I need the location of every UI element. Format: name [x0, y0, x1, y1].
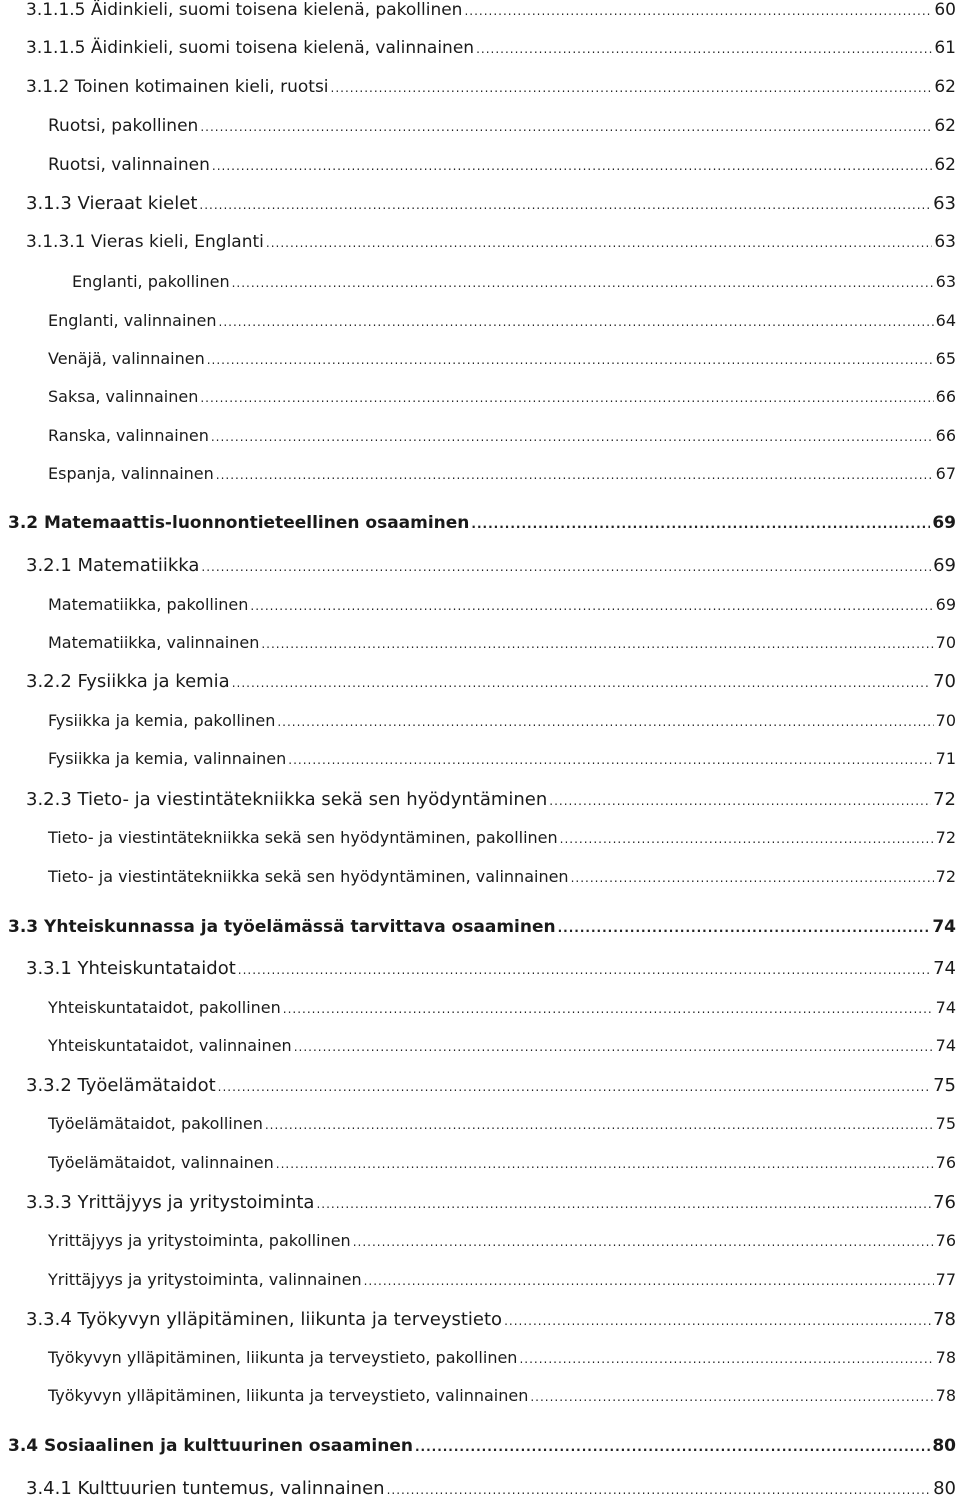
toc-entry-page-number: 80: [933, 1478, 956, 1499]
toc-entry-title: Fysiikka ja kemia, valinnainen: [48, 749, 287, 768]
toc-entry[interactable]: [48, 1233, 956, 1249]
toc-entry-title: 3.1.1.5 Äidinkieli, suomi toisena kielenä, valinnainen: [26, 38, 475, 58]
toc-entry-page-number: 69: [933, 555, 956, 576]
dot-leader: [201, 561, 931, 573]
toc-entry-title: 3.1.3 Vieraat kielet: [26, 193, 198, 214]
toc-entry-page-number: 80: [932, 1436, 956, 1456]
toc-entry[interactable]: [26, 79, 956, 96]
toc-entry[interactable]: [48, 157, 956, 174]
toc-entry-title: Työkyvyn ylläpitäminen, liikunta ja terveystieto, pakollinen: [48, 1348, 518, 1367]
toc-entry[interactable]: [26, 1311, 956, 1329]
toc-entry-title: Yrittäjyys ja yritystoiminta, valinnainen: [48, 1270, 362, 1289]
toc-entry[interactable]: [48, 313, 956, 329]
toc-entry[interactable]: [26, 673, 956, 691]
toc-entry-title: Ruotsi, valinnainen: [48, 155, 210, 175]
toc-entry[interactable]: [8, 919, 956, 936]
dot-leader: [471, 518, 930, 530]
toc-entry[interactable]: [48, 1272, 956, 1288]
toc-entry-page-number: 63: [935, 272, 956, 291]
dot-leader: [212, 160, 932, 172]
toc-entry[interactable]: [26, 2, 956, 19]
toc-entry-page-number: 69: [935, 595, 956, 614]
toc-entry-page-number: 75: [933, 1075, 956, 1096]
dot-leader: [199, 199, 931, 211]
toc-entry[interactable]: [26, 557, 956, 575]
toc-entry[interactable]: [48, 466, 956, 482]
toc-entry-page-number: 76: [935, 1231, 956, 1250]
toc-entry-page-number: 63: [933, 193, 956, 214]
toc-entry-title: 3.2.2 Fysiikka ja kemia: [26, 671, 230, 692]
toc-entry-page-number: 78: [935, 1348, 956, 1367]
toc-entry-page-number: 62: [934, 116, 956, 136]
toc-entry[interactable]: [72, 274, 956, 290]
dot-leader: [276, 1158, 934, 1170]
toc-entry[interactable]: [48, 635, 956, 651]
toc-entry-page-number: 76: [935, 1153, 956, 1172]
dot-leader: [530, 1391, 933, 1403]
toc-entry-page-number: 62: [934, 77, 956, 97]
toc-entry-title: Työelämätaidot, pakollinen: [48, 1114, 263, 1133]
toc-entry[interactable]: [26, 40, 956, 57]
toc-entry-page-number: 62: [934, 155, 956, 175]
toc-entry-page-number: 61: [934, 38, 956, 58]
toc-entry-title: 3.3.3 Yrittäjyys ja yritystoiminta: [26, 1192, 315, 1213]
dot-leader: [504, 1315, 931, 1327]
toc-entry[interactable]: [26, 195, 956, 213]
dot-leader: [277, 716, 933, 728]
toc-entry-page-number: 70: [933, 671, 956, 692]
dot-leader: [331, 82, 933, 94]
toc-entry-page-number: 71: [935, 749, 956, 768]
toc-entry-title: Työkyvyn ylläpitäminen, liikunta ja terveystieto, valinnainen: [48, 1386, 529, 1405]
toc-entry-page-number: 72: [935, 867, 956, 886]
dot-leader: [200, 392, 933, 404]
toc-entry-title: 3.2.1 Matematiikka: [26, 555, 200, 576]
dot-leader: [219, 316, 934, 328]
dot-leader: [288, 754, 933, 766]
toc-entry-title: Yrittäjyys ja yritystoiminta, pakollinen: [48, 1231, 351, 1250]
toc-entry-title: 3.2 Matemaattis-luonnontieteellinen osaaminen: [8, 513, 470, 533]
dot-leader: [387, 1484, 932, 1496]
toc-entry-title: 3.3.2 Työelämätaidot: [26, 1075, 216, 1096]
toc-entry[interactable]: [26, 234, 956, 251]
dot-leader: [265, 1119, 934, 1131]
toc-entry-title: Englanti, pakollinen: [72, 272, 230, 291]
toc-entry-title: Matematiikka, valinnainen: [48, 633, 260, 652]
toc-entry-title: 3.4.1 Kulttuurien tuntemus, valinnainen: [26, 1478, 385, 1499]
toc-entry[interactable]: [48, 751, 956, 767]
toc-entry-page-number: 78: [933, 1309, 956, 1330]
toc-entry-page-number: 70: [935, 633, 956, 652]
toc-entry-title: Ranska, valinnainen: [48, 426, 209, 445]
toc-entry[interactable]: [26, 960, 956, 978]
dot-leader: [211, 431, 934, 443]
dot-leader: [232, 677, 931, 689]
dot-leader: [560, 833, 934, 845]
dot-leader: [415, 1441, 930, 1453]
toc-entry-page-number: 76: [933, 1192, 956, 1213]
dot-leader: [353, 1236, 934, 1248]
toc-entry-title: Työelämätaidot, valinnainen: [48, 1153, 274, 1172]
dot-leader: [364, 1275, 934, 1287]
dot-leader: [232, 277, 934, 289]
dot-leader: [558, 922, 931, 934]
toc-entry-page-number: 66: [935, 426, 956, 445]
toc-entry-page-number: 60: [934, 0, 956, 20]
toc-entry-title: Fysiikka ja kemia, pakollinen: [48, 711, 276, 730]
toc-entry[interactable]: [48, 428, 956, 444]
dot-leader: [519, 1353, 933, 1365]
toc-entry[interactable]: [48, 1350, 956, 1366]
toc-entry[interactable]: [48, 1155, 956, 1171]
dot-leader: [218, 1081, 931, 1093]
dot-leader: [294, 1041, 934, 1053]
dot-leader: [283, 1003, 934, 1015]
toc-entry[interactable]: [8, 1438, 956, 1455]
toc-entry[interactable]: [48, 597, 956, 613]
toc-entry-page-number: 74: [935, 998, 956, 1017]
toc-entry[interactable]: [48, 1000, 956, 1016]
toc-entry-title: 3.1.3.1 Vieras kieli, Englanti: [26, 232, 264, 252]
toc-entry-title: 3.2.3 Tieto- ja viestintätekniikka sekä sen hyödyntäminen: [26, 789, 548, 810]
dot-leader: [200, 121, 932, 133]
dot-leader: [571, 872, 934, 884]
toc-entry-page-number: 75: [935, 1114, 956, 1133]
toc-entry-page-number: 70: [935, 711, 956, 730]
toc-entry-page-number: 63: [934, 232, 956, 252]
toc-entry[interactable]: [48, 830, 956, 846]
toc-entry-title: 3.1.2 Toinen kotimainen kieli, ruotsi: [26, 77, 329, 97]
toc-entry-page-number: 72: [935, 828, 956, 847]
toc-entry-title: 3.3.1 Yhteiskuntataidot: [26, 958, 236, 979]
toc-entry-page-number: 74: [932, 917, 956, 937]
toc-entry[interactable]: [26, 791, 956, 809]
dot-leader: [250, 600, 933, 612]
toc-entry-page-number: 74: [933, 958, 956, 979]
toc-entry-title: 3.3.4 Työkyvyn ylläpitäminen, liikunta ja terveystieto: [26, 1309, 503, 1330]
dot-leader: [266, 237, 932, 249]
toc-entry-title: 3.4 Sosiaalinen ja kulttuurinen osaaminen: [8, 1436, 413, 1456]
toc-entry[interactable]: [48, 118, 956, 135]
toc-entry-page-number: 66: [935, 387, 956, 406]
toc-entry[interactable]: [48, 351, 956, 367]
toc-entry-page-number: 65: [935, 349, 956, 368]
dot-leader: [207, 354, 934, 366]
toc-entry-title: Saksa, valinnainen: [48, 387, 199, 406]
toc-entry-title: Tieto- ja viestintätekniikka sekä sen hyödyntäminen, valinnainen: [48, 867, 569, 886]
dot-leader: [316, 1198, 931, 1210]
toc-entry[interactable]: [48, 389, 956, 405]
dot-leader: [549, 795, 931, 807]
dot-leader: [261, 638, 933, 650]
toc-entry[interactable]: [48, 869, 956, 885]
toc-entry-title: Tieto- ja viestintätekniikka sekä sen hyödyntäminen, pakollinen: [48, 828, 558, 847]
toc-entry-title: 3.3 Yhteiskunnassa ja työelämässä tarvittava osaaminen: [8, 917, 556, 937]
toc-entry[interactable]: [26, 1194, 956, 1212]
toc-entry-title: Ruotsi, pakollinen: [48, 116, 199, 136]
toc-entry-page-number: 78: [935, 1386, 956, 1405]
toc-entry-page-number: 69: [932, 513, 956, 533]
toc-entry-page-number: 74: [935, 1036, 956, 1055]
toc-entry-title: Matematiikka, pakollinen: [48, 595, 249, 614]
toc-entry-title: Espanja, valinnainen: [48, 464, 214, 483]
toc-entry[interactable]: [8, 515, 956, 532]
toc-entry-page-number: 67: [935, 464, 956, 483]
toc-entry-title: Venäjä, valinnainen: [48, 349, 205, 368]
toc-entry[interactable]: [48, 713, 956, 729]
toc-entry-page-number: 72: [933, 789, 956, 810]
dot-leader: [238, 964, 931, 976]
toc-entry-page-number: 77: [935, 1270, 956, 1289]
toc-entry-title: Yhteiskuntataidot, valinnainen: [48, 1036, 292, 1055]
dot-leader: [216, 469, 934, 481]
toc-entry[interactable]: [26, 1077, 956, 1095]
toc-entry[interactable]: [48, 1038, 956, 1054]
dot-leader: [464, 5, 932, 17]
toc-entry[interactable]: [48, 1388, 956, 1404]
toc-entry[interactable]: [48, 1116, 956, 1132]
toc-entry-title: Englanti, valinnainen: [48, 311, 217, 330]
dot-leader: [476, 43, 932, 55]
toc-entry-page-number: 64: [935, 311, 956, 330]
toc-entry[interactable]: [26, 1480, 956, 1498]
toc-entry-title: Yhteiskuntataidot, pakollinen: [48, 998, 281, 1017]
toc-entry-title: 3.1.1.5 Äidinkieli, suomi toisena kielenä, pakollinen: [26, 0, 463, 20]
